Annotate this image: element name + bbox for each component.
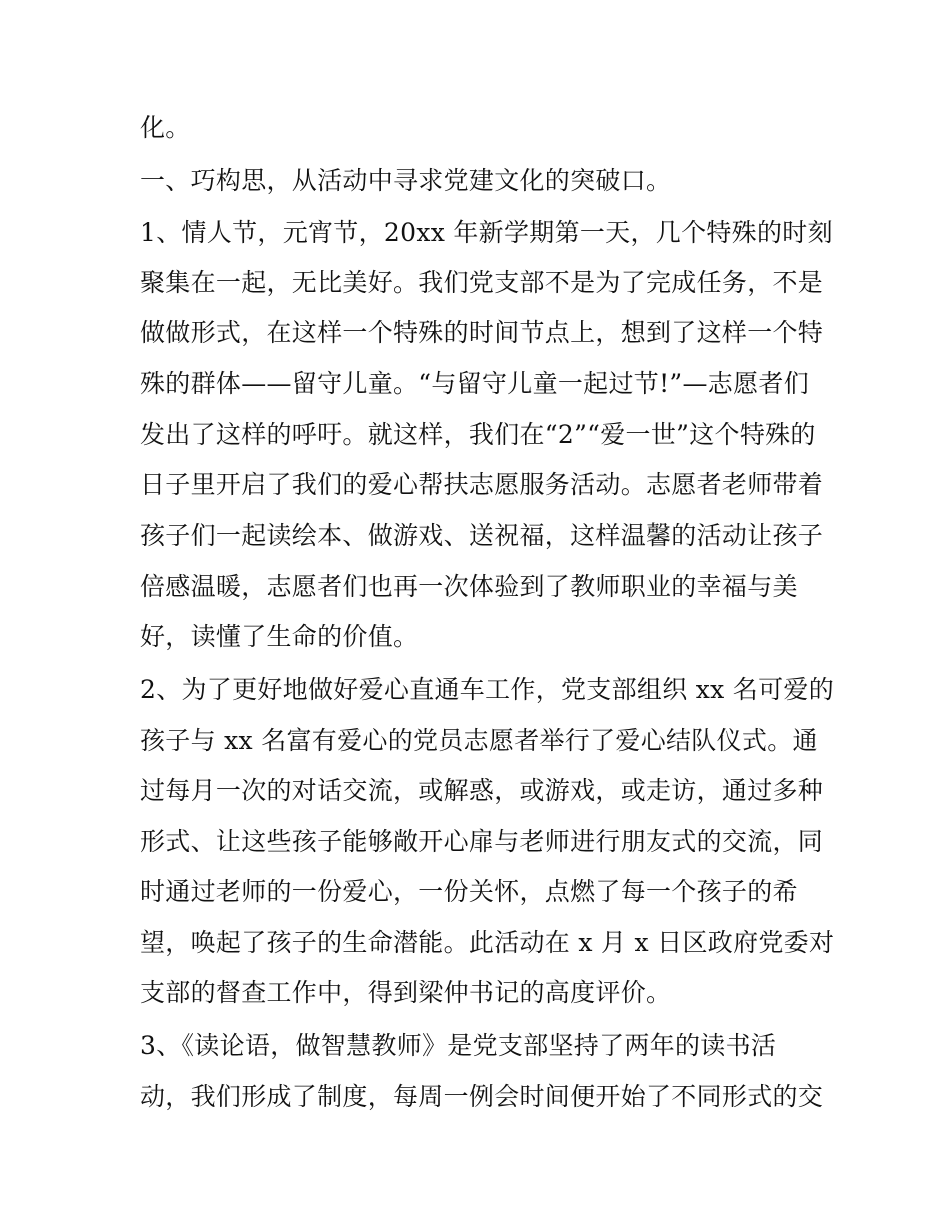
text-line: 望，唤起了孩子的生命潜能。此活动在 x 月 x 日区政府党委对 — [140, 928, 835, 957]
text-line: 1、情人节，元宵节，20xx 年新学期第一天，几个特殊的时刻 — [140, 218, 833, 247]
text-line: 发出了这样的呼吁。就这样，我们在“2”“爱一世”这个特殊的 — [140, 420, 816, 449]
text-line: 2、为了更好地做好爱心直通车工作，党支部组织 xx 名可爱的 — [140, 675, 834, 704]
text-line: 孩子与 xx 名富有爱心的党员志愿者举行了爱心结队仪式。通 — [140, 726, 818, 755]
text-line: 日子里开启了我们的爱心帮扶志愿服务活动。志愿者老师带着 — [140, 470, 824, 499]
section-heading: 一、巧构思，从活动中寻求党建文化的突破口。 — [140, 166, 672, 195]
text-line: 支部的督查工作中，得到梁仲书记的高度评价。 — [140, 978, 672, 1007]
text-line: 好，读懂了生命的价值。 — [140, 622, 419, 651]
text-line: 做做形式，在这样一个特殊的时间节点上，想到了这样一个特 — [140, 318, 824, 347]
text-line: 殊的群体——留守儿童。“与留守儿童一起过节!”—志愿者们 — [140, 369, 810, 398]
text-line: 倍感温暖，志愿者们也再一次体验到了教师职业的幸福与美 — [140, 572, 798, 601]
text-line: 3、《读论语，做智慧教师》是党支部坚持了两年的读书活 — [140, 1031, 777, 1060]
text-line: 过每月一次的对话交流，或解惑，或游戏，或走访，通过多种 — [140, 776, 824, 805]
text-line: 化。 — [140, 113, 191, 142]
text-line: 时通过老师的一份爱心，一份关怀，点燃了每一个孩子的希 — [140, 877, 798, 906]
text-line: 聚集在一起，无比美好。我们党支部不是为了完成任务，不是 — [140, 268, 824, 297]
text-line: 孩子们一起读绘本、做游戏、送祝福，这样温馨的活动让孩子 — [140, 521, 824, 550]
text-line: 动，我们形成了制度，每周一例会时间便开始了不同形式的交 — [140, 1082, 824, 1111]
text-line: 形式、让这些孩子能够敞开心扉与老师进行朋友式的交流，同 — [140, 827, 824, 856]
